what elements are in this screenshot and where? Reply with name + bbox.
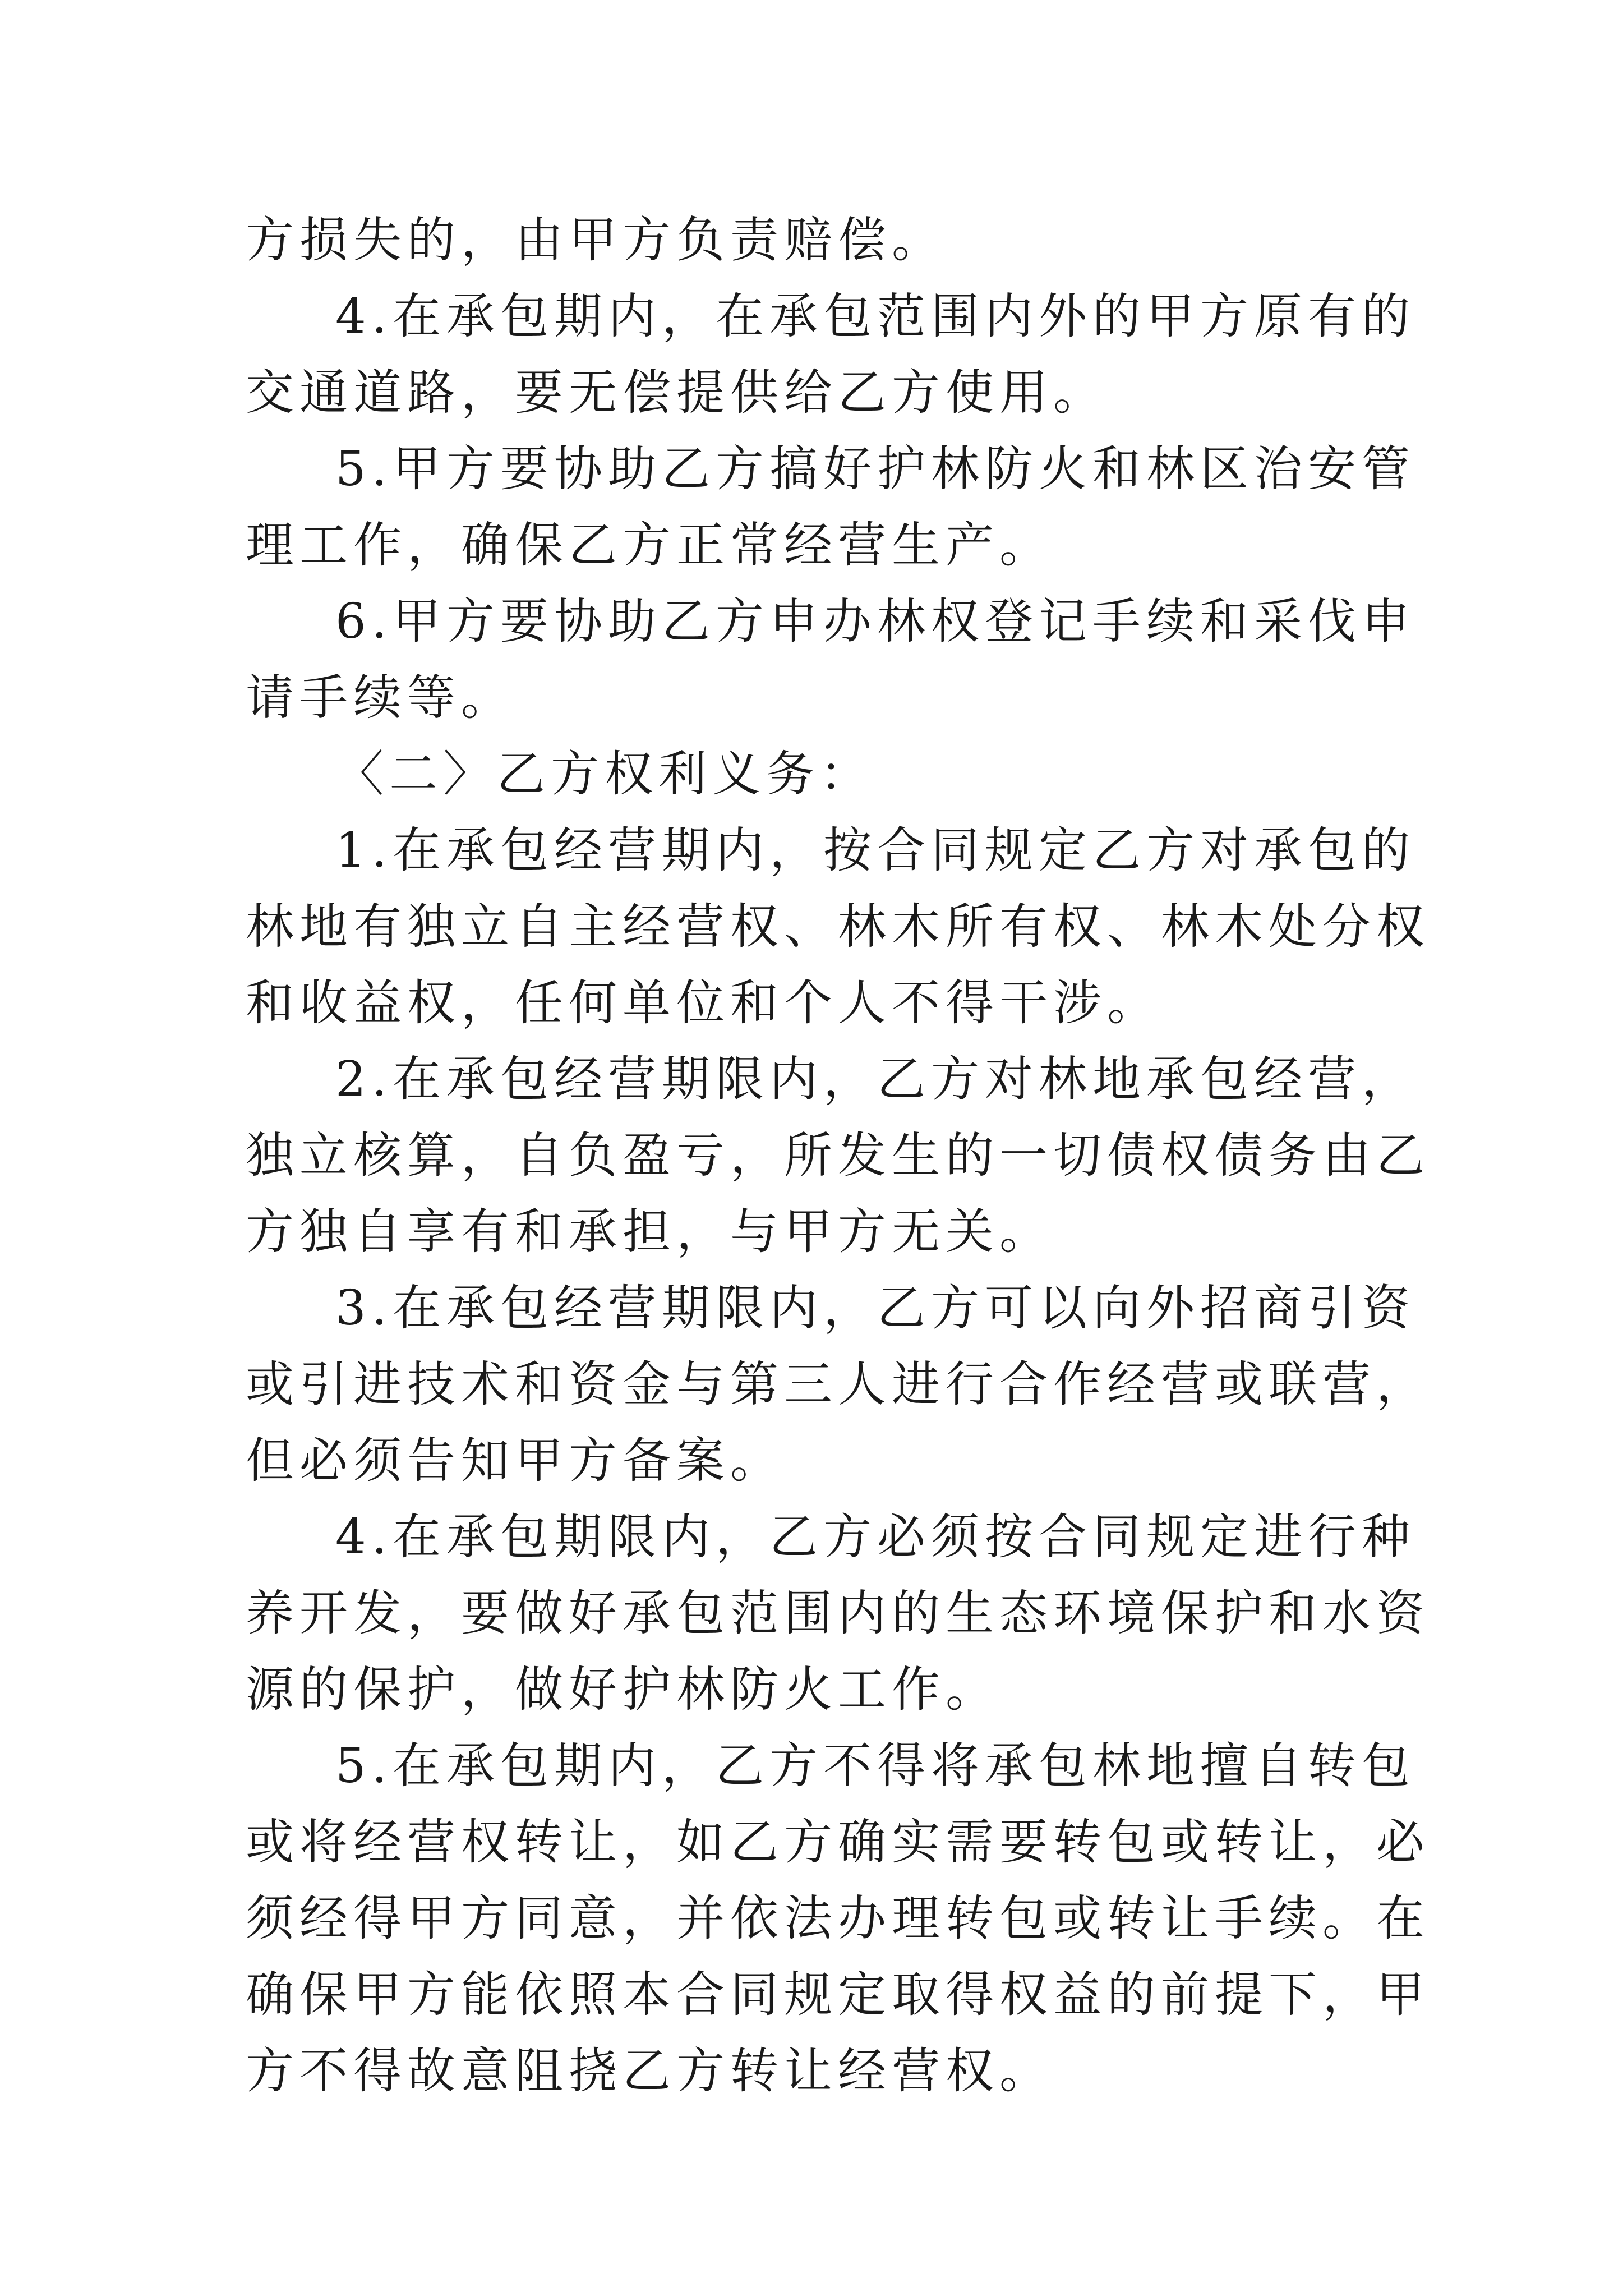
section-heading-party-b-rights: 〈二〉乙方权利义务：: [335, 746, 874, 802]
paragraph-b4-environment: 4.在承包期限内，乙方必须按合同规定进行种养开发，要做好承包范围内的生态环境保护和水资源的保护，做好护林防火工作。: [246, 1509, 1430, 1718]
paragraph-b2-accounting: 2.在承包经营期限内，乙方对林地承包经营，独立核算，自负盈亏，所发生的一切债权债务由乙方独自享有和承担，与甲方无关。: [246, 1051, 1430, 1260]
paragraph-b5-transfer: 5.在承包期内，乙方不得将承包林地擅自转包或将经营权转让，如乙方确实需要转包或转让，必须经得甲方同意，并依法办理转包或转让手续。在确保甲方能依照本合同规定取得权益的前提下，甲方不得故意阻挠乙方转让经营权。: [246, 1738, 1430, 2099]
paragraph-a5-fire-prevention: 5.甲方要协助乙方搞好护林防火和林区治安管理工作，确保乙方正常经营生产。: [246, 441, 1416, 573]
document-body: [246, 202, 1435, 2109]
paragraph-a4-roads: 4.在承包期内，在承包范围内外的甲方原有的交通道路，要无偿提供给乙方使用。: [246, 288, 1416, 421]
paragraph-b1-autonomy: 1.在承包经营期内，按合同规定乙方对承包的林地有独立自主经营权、林木所有权、林木处分权和收益权，任何单位和个人不得干涉。: [246, 822, 1430, 1031]
paragraph-b3-investment: 3.在承包经营期限内，乙方可以向外招商引资或引进技术和资金与第三人进行合作经营或联营，但必须告知甲方备案。: [246, 1280, 1430, 1489]
paragraph-party-a-compensation: 方损失的，由甲方负责赔偿。: [246, 212, 946, 268]
paragraph-a6-registration: 6.甲方要协助乙方申办林权登记手续和采伐申请手续等。: [246, 593, 1416, 726]
